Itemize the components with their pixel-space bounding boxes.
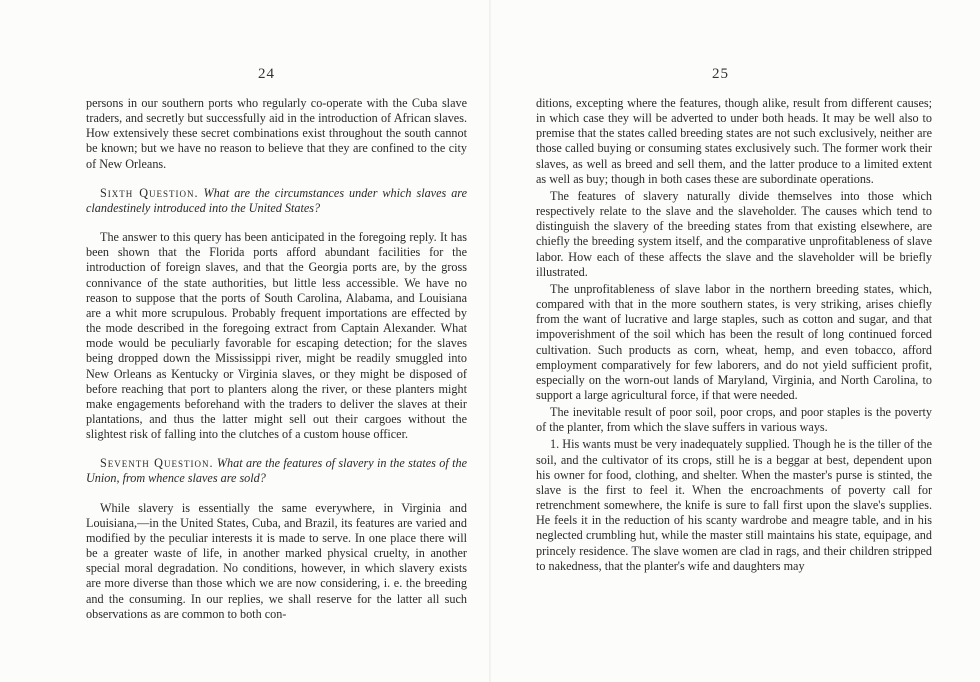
sixth-question-heading	[86, 186, 467, 216]
question-text: What are the features of slavery in the states of the Union, from whence slaves are sold?	[86, 456, 467, 486]
paragraph-features: The features of slavery naturally divide themselves into those which respectively relate to the slave and the slaveholder. The causes which tend to distinguish the slavery of the breeding states from that existing elsewhere, are chiefly the breeding system itself, and the comparative unprofitableness of slave labor. How each of these affects the slave and the slaveholder will be briefly illustrated.	[536, 188, 932, 279]
left-text-column	[86, 96, 467, 622]
page-number-left: 24	[258, 66, 275, 82]
right-page	[490, 0, 980, 682]
sixth-question-answer: The answer to this query has been anticipated in the foregoing reply. It has been shown that the Florida ports afford abundant facilities for the introduction of foreign slaves, and that the Georgia ports are, by the gross connivance of the state authorities, but little less accessible. We have no reason to suppose that the ports of South Carolina, Alabama, and Louisiana are a whit more scrupulous. Probably frequent importations are effected by the mode described in the foregoing extract from Captain Alexander. What mode would be peculiarly favorable for escaping detection; for the slaves being dropped down the Mississippi river, might be readily smuggled into New Orleans as Kentucky or Virginia slaves, or they might be disposed of before reaching that port to planters along the river, or these planters might make engagements beforehand with the traders to deliver the slaves at their plantations, and thus the latter might sell out their cargoes without the slightest risk of falling into the clutches of a custom house officer.	[86, 230, 467, 442]
question-label: Sixth Question.	[100, 185, 199, 200]
seventh-question-answer: While slavery is essentially the same everywhere, in Virginia and Louisiana,—in the United States, Cuba, and Brazil, its features are varied and modified by the peculiar interests it is made to serve. In one place there will be a greater waste of life, in another marked physical cruelty, in another special moral degradation. No conditions, however, in which slavery exists are more diverse than those which we are now considering, i. e. the breeding and the consuming. In our replies, we shall reserve for the latter all such observations as are common to both con-	[86, 500, 467, 621]
right-text-column	[536, 96, 932, 574]
page-number-right: 25	[712, 66, 729, 82]
question-label: Seventh Question.	[100, 456, 214, 471]
paragraph-continuation: ditions, excepting where the features, though alike, result from different causes; in which case they will be adverted to under both heads. It may be well also to premise that the states called breeding states are not such exclusively, neither are those called buying or consuming states exclusively such. The former work their slaves, as well as breed and sell them, and the latter produce to a limited extent as well as buy; though in both cases these are subordinate operations.	[536, 96, 932, 186]
question-text: What are the circumstances under which slaves are clandestinely introduced into the United States?	[86, 185, 467, 215]
seventh-question-heading	[86, 456, 467, 486]
paragraph-continuation: persons in our southern ports who regularly co-operate with the Cuba slave traders, and secretly but successfully aid in the introduction of African slaves. How extensively these secret combinations exist throughout the south cannot be known; but we have no reason to believe that they are confined to the city of New Orleans.	[86, 96, 467, 171]
paragraph-poverty: The inevitable result of poor soil, poor crops, and poor staples is the poverty of the planter, from which the slave suffers in various ways.	[536, 405, 932, 435]
paragraph-wants: 1. His wants must be very inadequately supplied. Though he is the tiller of the soil, and the cultivator of its crops, still he is a beggar at best, dependent upon his owner for food, clothing, and shelter. When the master's purse is stinted, the slave is the first to feel it. When the encroachments of poverty call for retrenchment somewhere, the knife is sure to fall first upon the slave's supplies. He feels it in the reduction of his scanty wardrobe and meagre table, and in his neglected crumbling hut, while the master still maintains his state, equipage, and princely residence. The slave women are clad in rags, and their children stripped to nakedness, that the planter's wife and daughters may	[536, 437, 932, 573]
paragraph-unprofitableness: The unprofitableness of slave labor in the northern breeding states, which, compared with that in the more southern states, is very striking, arises chiefly from the want of lucrative and large staples, such as cotton and sugar, and that impoverishment of the soil which has been the result of long continued forced cultivation. Such products as corn, wheat, hemp, and even tobacco, afford employment comparatively for few laborers, and do not yield sufficient profit, especially on the worn-out lands of Maryland, Virginia, and North Carolina, to support a large agricultural force, if that were needed.	[536, 281, 932, 402]
